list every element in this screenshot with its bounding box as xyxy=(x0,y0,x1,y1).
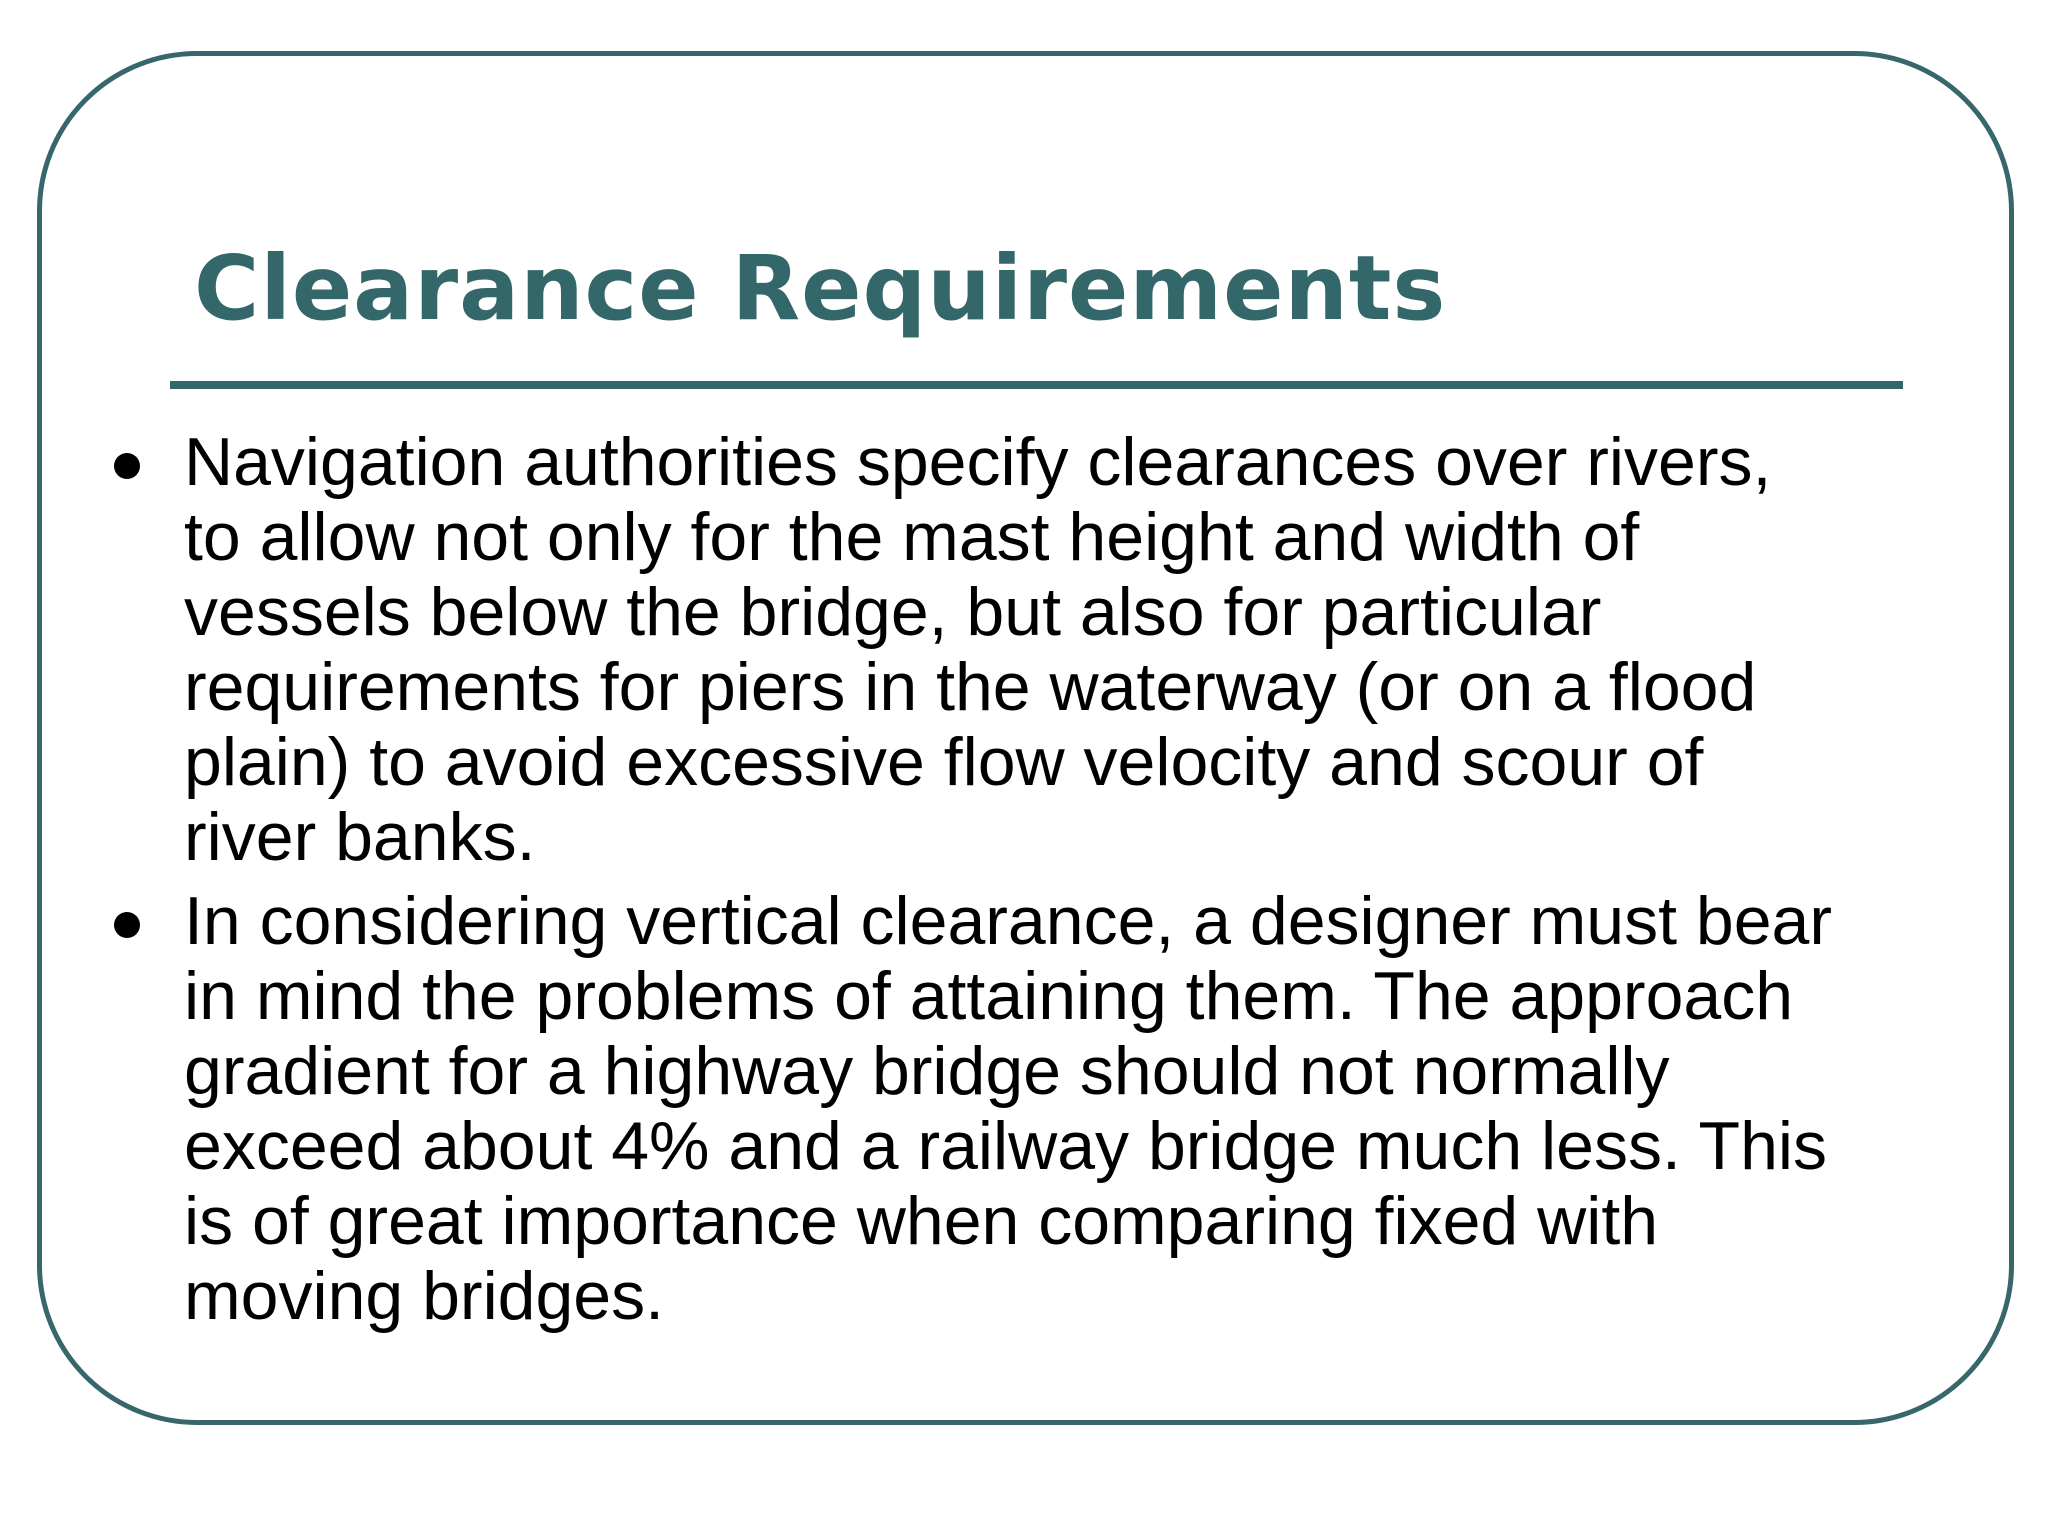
bullet-text xyxy=(184,884,1988,1334)
bullet-line: exceed about 4% and a railway bridge much less. This xyxy=(184,1108,1827,1184)
bullet-item xyxy=(108,425,1988,875)
bullet-line: vessels below the bridge, but also for particular xyxy=(184,574,1602,650)
bullet-line: in mind the problems of attaining them. The approach xyxy=(184,958,1794,1034)
bullet-line: moving bridges. xyxy=(184,1258,665,1334)
bullet-line: Navigation authorities specify clearances over rivers, xyxy=(184,424,1772,500)
bullet-dot-icon xyxy=(114,453,140,479)
bullet-dot-icon xyxy=(114,912,140,938)
bullet-line: gradient for a highway bridge should not normally xyxy=(184,1033,1670,1109)
bullet-line: In considering vertical clearance, a designer must bear xyxy=(184,883,1832,959)
bullet-list xyxy=(108,425,1988,1343)
bullet-text xyxy=(184,425,1988,875)
bullet-line: river banks. xyxy=(184,799,536,875)
bullet-item xyxy=(108,884,1988,1334)
slide-title: Clearance Requirements xyxy=(194,236,1447,340)
bullet-line: is of great importance when comparing fixed with xyxy=(184,1183,1659,1259)
title-underline xyxy=(170,381,1903,389)
bullet-line: plain) to avoid excessive flow velocity and scour of xyxy=(184,724,1704,800)
bullet-line: requirements for piers in the waterway (or on a flood xyxy=(184,649,1757,725)
bullet-line: to allow not only for the mast height and width of xyxy=(184,499,1640,575)
